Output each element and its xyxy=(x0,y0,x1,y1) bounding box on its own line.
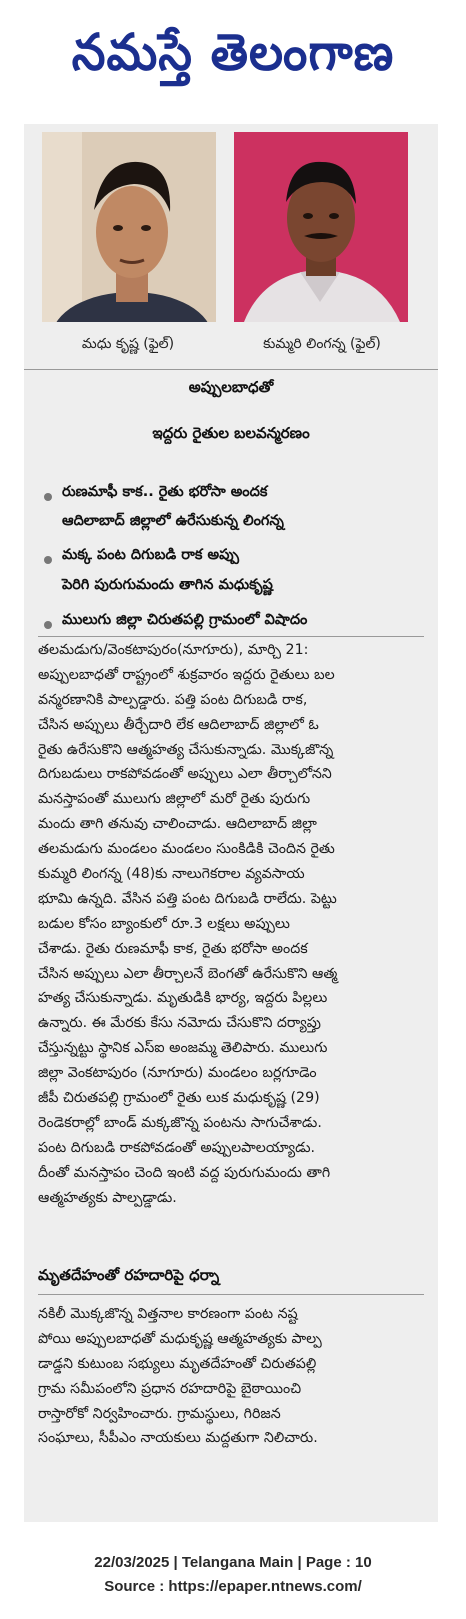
body-line: జీపీ చిరుతపల్లి గ్రామంలో రైతు లుక మధుకృష్ణ (29) xyxy=(38,1090,320,1107)
headline-line-2: ఇద్దరు రైతుల బలవన్మరణం xyxy=(152,424,310,442)
body-line: దీంతో మనస్తాపం చెంది ఇంటి వద్ద పురుగుమందు తాగి xyxy=(38,1164,331,1181)
bullet-1-line-2: ఆదిలాబాద్ జిల్లాలో ఉరేసుకున్న లింగన్న xyxy=(62,513,284,529)
divider xyxy=(38,636,424,637)
body-line: చేశాడు. రైతు రుణమాఫీ కాక, రైతు భరోసా అందక xyxy=(38,940,308,957)
body-line: సంఘాలు, సీపీఎం నాయకులు మద్దతుగా నిలిచారు. xyxy=(38,1430,318,1447)
bullet-icon xyxy=(44,621,52,629)
masthead xyxy=(0,0,466,118)
body-line: రెండెకరాల్లో బాండ్ మక్కజొన్న పంటను సాగుచేశాడు. xyxy=(38,1114,322,1131)
headline-line-1: అప్పులబాధతో xyxy=(188,378,274,396)
newspaper-title: నమస్తే తెలంగాణ xyxy=(71,23,395,83)
photo-caption-madhu-krishna: మధు కృష్ణ (ఫైల్) xyxy=(81,336,175,352)
body-line: రాస్తారోకో నిర్వహించారు. గ్రామస్థులు, గిరిజన xyxy=(38,1405,281,1422)
article-body-section-2 xyxy=(38,1302,424,1451)
bullet-2-line-1: మక్క పంట దిగుబడి రాక అప్పు xyxy=(62,547,239,563)
photo-kummari-linganna xyxy=(234,132,408,322)
body-line: నకిలీ మొక్కజొన్న విత్తనాల కారణంగా పంట నష్ట xyxy=(38,1306,298,1322)
body-line: దిగుబడులు రాకపోవడంతో అప్పులు ఎలా తీర్చాలోనని xyxy=(38,766,332,783)
body-line: తలమడుగు/వెంకటాపురం(నూగూరు), మార్చి 21: xyxy=(38,642,309,658)
news-article xyxy=(24,124,438,1522)
photo-madhu-krishna xyxy=(42,132,216,322)
body-line: అప్పులబాధతో రాష్ట్రంలో శుక్రవారం ఇద్దరు రైతులు బల xyxy=(38,666,335,683)
divider xyxy=(24,369,438,370)
body-line: వన్మరణానికి పాల్పడ్డారు. పత్తి పంట దిగుబడి రాక, xyxy=(38,691,308,708)
body-line: తలమడుగు మండలం మండలం సుంకిడికి చెందిన రైతు xyxy=(38,841,335,858)
body-line: బడుల కోసం బ్యాంకులో రూ.3 లక్షలు అప్పులు xyxy=(38,915,290,932)
bullet-icon xyxy=(44,493,52,501)
body-line: చేస్తున్నట్టు స్థానిక ఎస్ఐ అంజమ్మ తెలిపారు. ములుగు xyxy=(38,1040,328,1057)
bullet-icon xyxy=(44,556,52,564)
body-line: భూమి ఉన్నది. వేసిన పత్తి పంట దిగుబడి రాలేదు. పెట్టు xyxy=(38,890,337,907)
article-body xyxy=(38,638,424,1210)
body-line: కుమ్మరి లింగన్న (48)కు నాలుగెకరాల వ్యవసాయ xyxy=(38,866,305,883)
bullet-2-line-2: పెరిగి పురుగుమందు తాగిన మధుకృష్ణ xyxy=(62,577,273,593)
footer-date-edition-page: 22/03/2025 | Telangana Main | Page : 10 xyxy=(94,1554,372,1571)
footer-source: Source : https://epaper.ntnews.com/ xyxy=(104,1578,362,1595)
body-line: జిల్లా వెంకటాపురం (నూగూరు) మండలం బర్లగూడెం xyxy=(38,1065,317,1082)
body-line: పోయి అప్పులబాధతో మధుకృష్ణ ఆత్మహత్యకు పాల్ప xyxy=(38,1330,322,1347)
body-line: రైతు ఉరేసుకొని ఆత్మహత్య చేసుకున్నాడు. మొక్కజొన్న xyxy=(38,741,334,758)
body-line: డాడ్డని కుటుంబ సభ్యులు మృతదేహంతో చిరుతపల్లి xyxy=(38,1355,317,1372)
bullet-3-line-1: ములుగు జిల్లా చిరుతపల్లి గ్రామంలో విషాదం xyxy=(62,612,308,628)
body-line: మందు తాగి తనువు చాలించాడు. ఆదిలాబాద్ జిల్లా xyxy=(38,816,317,833)
body-line: హత్య చేసుకున్నాడు. మృతుడికి భార్య, ఇద్దరు పిల్లలు xyxy=(38,990,328,1007)
body-line: ఆత్మహత్యకు పాల్పడ్డాడు. xyxy=(38,1189,177,1206)
bullet-1-line-1: రుణమాఫీ కాక.. రైతు భరోసా అందక xyxy=(62,484,268,500)
body-line: మనస్తాపంతో ములుగు జిల్లాలో మరో రైతు పురుగు xyxy=(38,791,311,808)
body-line: పంట దిగుబడి రాకపోవడంతో అప్పులపాలయ్యాడు. xyxy=(38,1139,316,1156)
subheading: మృతదేహంతో రహదారిపై ధర్నా xyxy=(38,1266,220,1284)
body-line: ఉన్నారు. ఈ మేరకు కేసు నమోదు చేసుకొని దర్యాప్తు xyxy=(38,1015,321,1032)
body-line: చేసిన అప్పులు ఎలా తీర్చాలనే బెంగతో ఉరేసుకొని ఆత్మ xyxy=(38,965,338,982)
body-line: చేసిన అప్పులు తీర్చేదారి లేక ఆదిలాబాద్ జిల్లాలో ఓ xyxy=(38,716,319,733)
photo-caption-linganna: కుమ్మరి లింగన్న (ఫైల్) xyxy=(263,336,381,352)
divider xyxy=(38,1294,424,1295)
body-line: గ్రామ సమీపంలోని ప్రధాన రహదారిపై బైఠాయించి xyxy=(38,1380,302,1397)
